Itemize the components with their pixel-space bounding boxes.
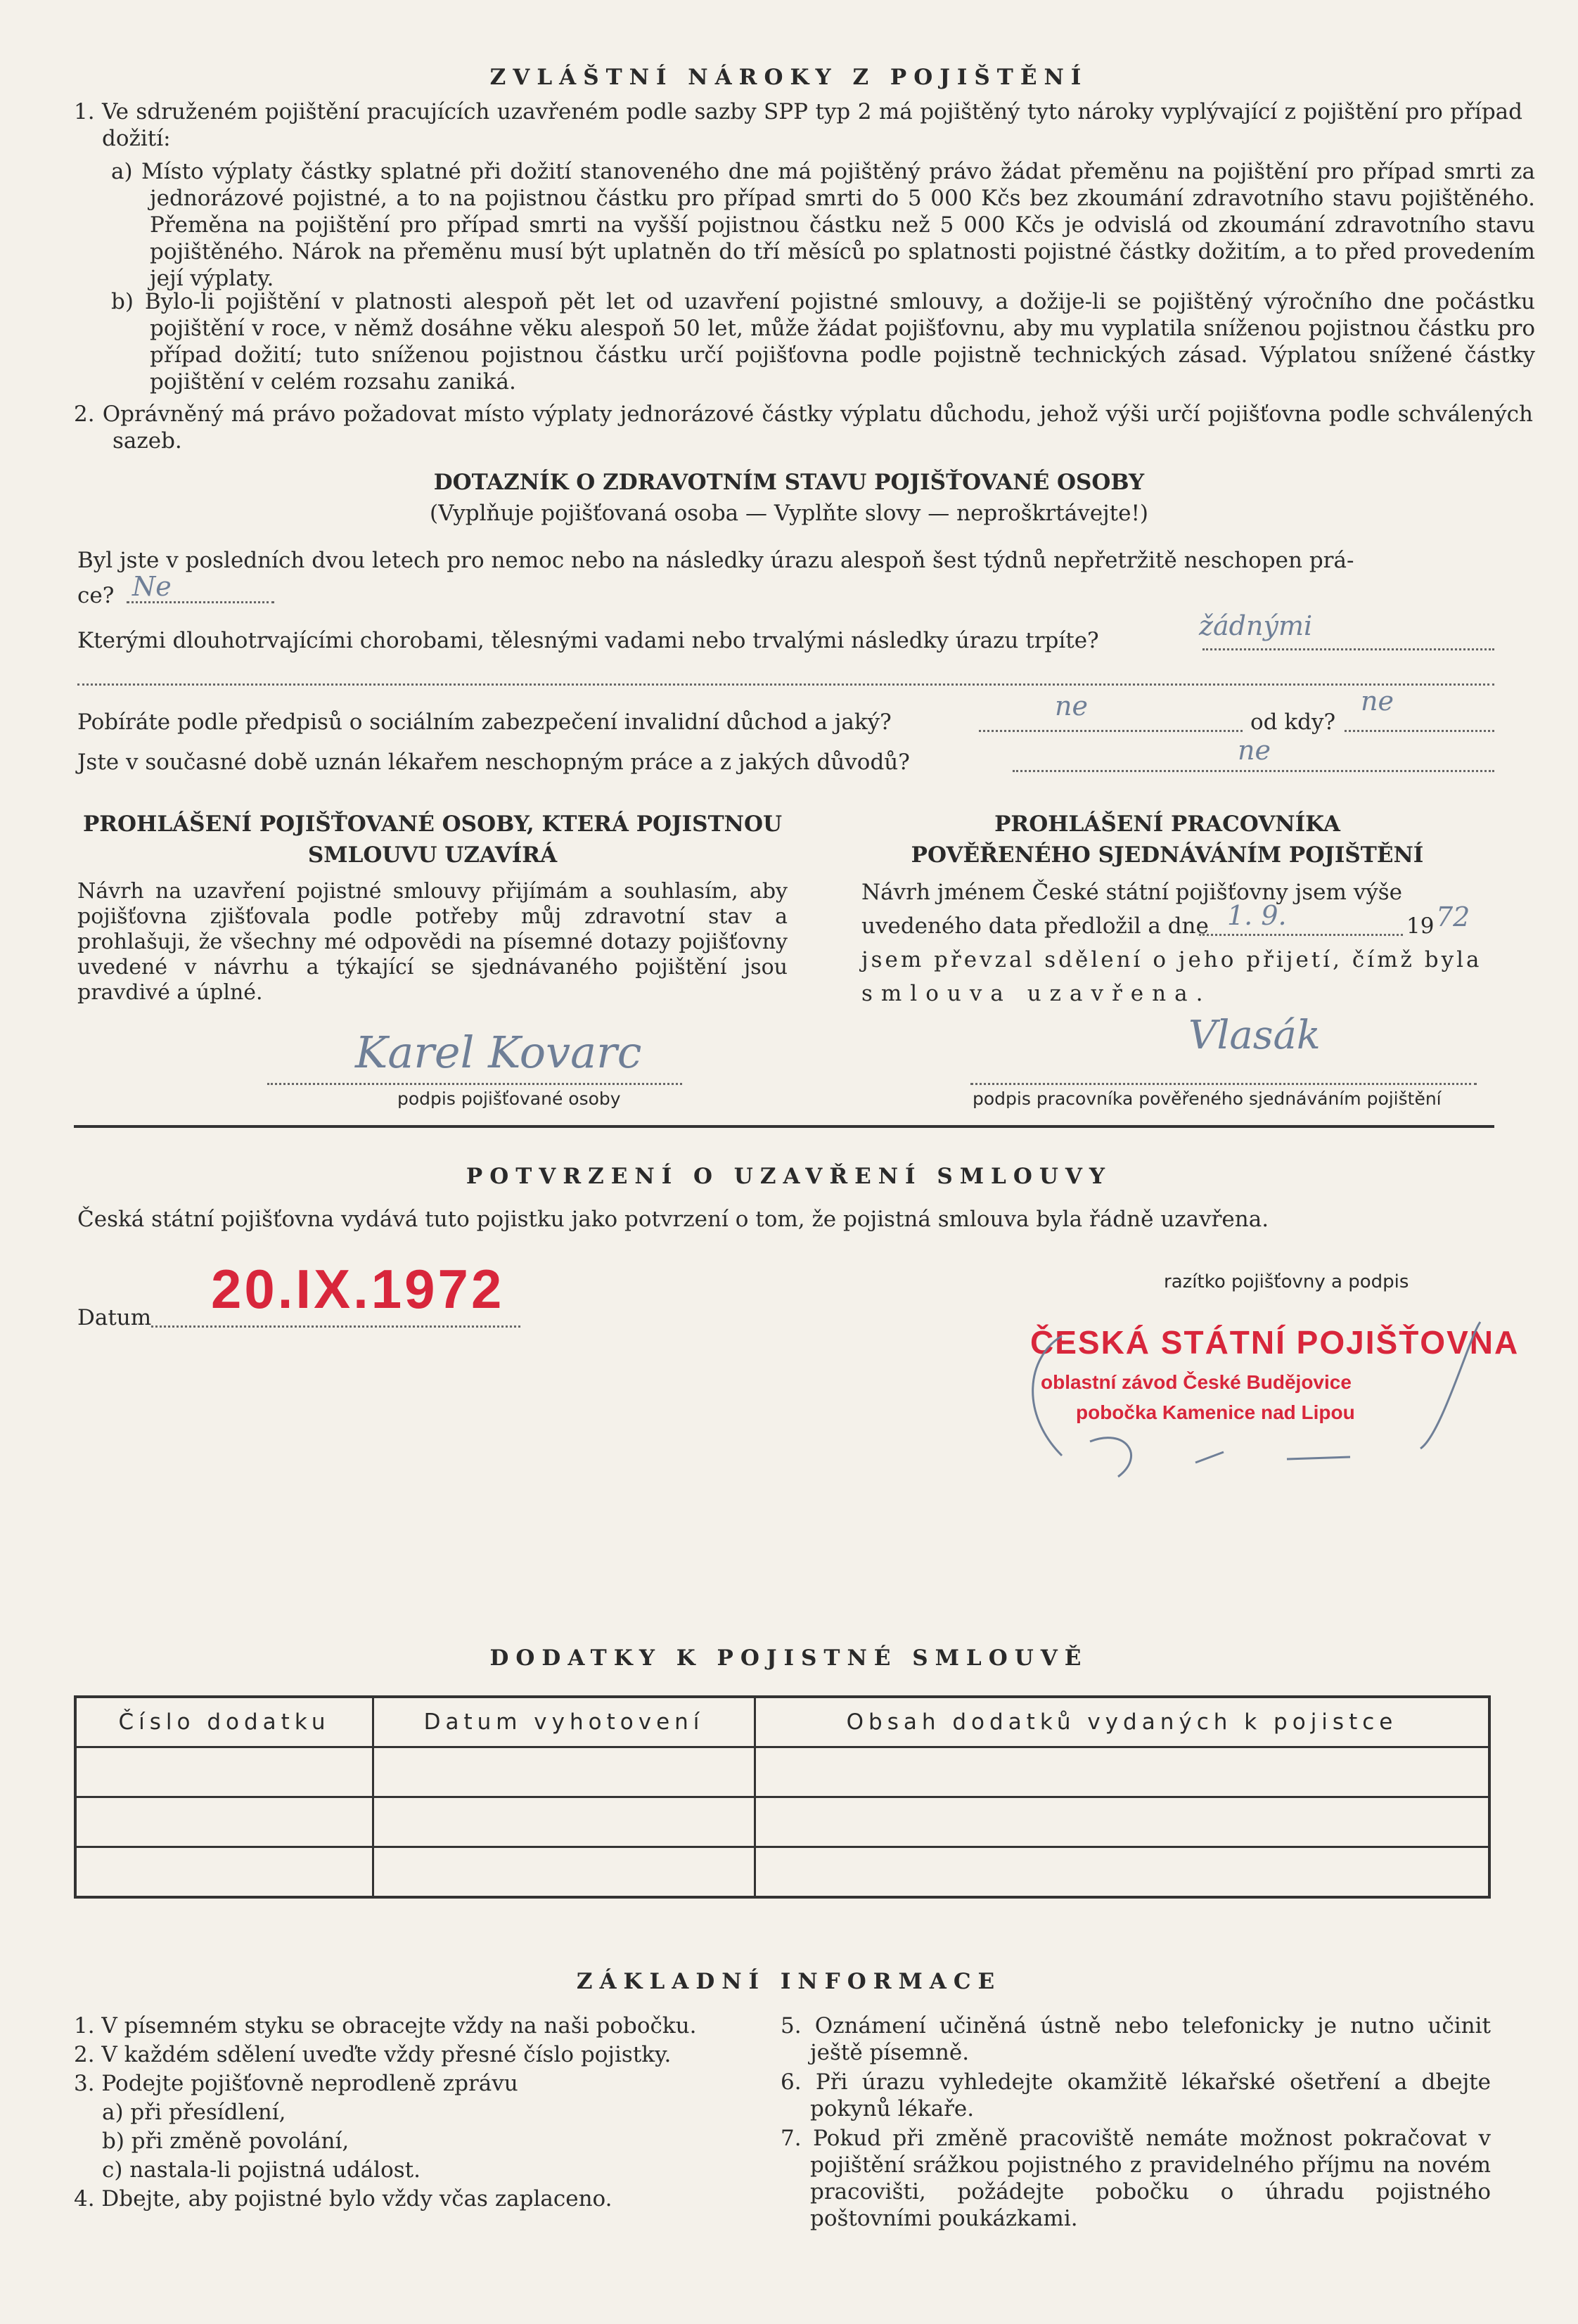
basic-info-title: ZÁKLADNÍ INFORMACE xyxy=(576,1969,1002,1994)
stamp-signature-scribble xyxy=(984,1308,1491,1491)
agent-declaration-line2: uvedeného data předložil a dne xyxy=(861,913,1209,939)
info-item-5: 5. Oznámení učiněná ústně nebo telefonicky je nutno učinit ještě písemně. xyxy=(781,2013,1491,2065)
table-cell[interactable] xyxy=(75,1797,373,1847)
info-item-3c: c) nastala-li pojistná událost. xyxy=(102,2157,421,2183)
answer-line-2 xyxy=(1202,648,1494,650)
agent-declaration-line1: Návrh jménem České státní pojišťovny jsem výše xyxy=(861,880,1402,905)
question-3-since-label: od kdy? xyxy=(1250,710,1336,735)
confirmation-title: POTVRZENÍ O UZAVŘENÍ SMLOUVY xyxy=(466,1164,1112,1189)
table-cell[interactable] xyxy=(755,1797,1490,1847)
answer-3-since-handwritten: ne xyxy=(1361,686,1394,717)
info-item-3b: b) při změně povolání, xyxy=(102,2129,349,2154)
table-cell[interactable] xyxy=(75,1847,373,1898)
agent-declaration-heading-line1: PROHLÁŠENÍ PRACOVNÍKA xyxy=(994,811,1340,837)
table-cell[interactable] xyxy=(755,1747,1490,1797)
date-label: Datum xyxy=(77,1305,152,1330)
insured-declaration-text: Návrh na uzavření pojistné smlouvy přijímám a souhlasím, aby pojišťovna zjišťovala podle potřeby můj zdravotní stav a prohlašuji, že všechny mé odpovědi na písemné dotazy pojišťovny uvedené v návrhu a týkající se sjednávaného pojištění jsou pravdivé a úplné. xyxy=(77,879,788,1005)
question-2: Kterými dlouhotrvajícími chorobami, tělesnými vadami nebo trvalými následky úrazu trpíte? xyxy=(77,628,1099,653)
agent-declaration-line3: jsem převzal sdělení o jeho přijetí, čímž byla xyxy=(861,947,1482,972)
questionnaire-title: DOTAZNÍK O ZDRAVOTNÍM STAVU POJIŠŤOVANÉ OSOBY xyxy=(433,470,1145,495)
insured-signature-label: podpis pojišťované osoby xyxy=(397,1089,621,1109)
agent-year-handwritten: 72 xyxy=(1436,901,1470,932)
column-header-number: Číslo dodatku xyxy=(75,1697,373,1747)
answer-3-handwritten: ne xyxy=(1055,691,1088,721)
table-cell[interactable] xyxy=(373,1797,755,1847)
table-cell[interactable] xyxy=(755,1847,1490,1898)
basic-info-left xyxy=(74,2012,777,2214)
table-cell[interactable] xyxy=(373,1747,755,1797)
addenda-header-row xyxy=(75,1697,1489,1747)
answer-line-4 xyxy=(1013,770,1494,772)
info-item-3: 3. Podejte pojišťovně neprodleně zprávu xyxy=(74,2071,518,2096)
confirmation-text: Česká státní pojišťovna vydává tuto pojistku jako potvrzení o tom, že pojistná smlouva byla řádně uzavřena. xyxy=(77,1207,1269,1232)
addenda-table xyxy=(74,1695,1491,1899)
insured-signature-line xyxy=(267,1083,682,1085)
agent-year-prefix: 19 xyxy=(1406,913,1435,939)
info-item-1: 1. V písemném styku se obracejte vždy na naši pobočku. xyxy=(74,2013,697,2039)
info-item-7: 7. Pokud při změně pracoviště nemáte možnost pokračovat v pojištění srážkou pojistného z pravidelného příjmu na novém pracovišti, požádejte pobočku o úhradu pojistného poštovními poukázkami. xyxy=(781,2126,1491,2231)
agent-date-line xyxy=(1199,934,1403,936)
info-item-2: 2. V každém sdělení uveďte vždy přesné číslo pojistky. xyxy=(74,2042,672,2067)
agent-declaration-heading xyxy=(854,809,1480,871)
question-1-line1: Byl jste v posledních dvou letech pro nemoc nebo na následky úrazu alespoň šest týdnů nepřetržitě neschopen prá- xyxy=(77,548,1354,573)
question-1-line2: ce? xyxy=(77,583,115,608)
questionnaire-subtitle: (Vyplňuje pojišťovaná osoba — Vyplňte slovy — neproškrtávejte!) xyxy=(429,501,1149,526)
table-cell[interactable] xyxy=(75,1747,373,1797)
column-header-date: Datum vyhotovení xyxy=(373,1697,755,1747)
table-row xyxy=(75,1797,1489,1847)
agent-signature-label: podpis pracovníka pověřeného sjednáváním pojištění xyxy=(973,1089,1442,1109)
insured-declaration-heading xyxy=(74,809,791,871)
insurer-stamp-line3: pobočka Kamenice nad Lipou xyxy=(1076,1401,1355,1423)
date-line xyxy=(151,1325,520,1328)
item-2: 2. Oprávněný má právo požadovat místo výplaty jednorázové částky výplatu důchodu, jehož výši určí pojišťovna podle schválených sazeb. xyxy=(74,402,1533,454)
question-4: Jste v současné době uznán lékařem neschopným práce a z jakých důvodů? xyxy=(77,750,910,775)
agent-signature-line xyxy=(970,1083,1477,1085)
answer-line-3b xyxy=(1345,730,1494,732)
basic-info-right xyxy=(781,2012,1491,2234)
answer-4-handwritten: ne xyxy=(1238,735,1271,766)
table-row xyxy=(75,1847,1489,1898)
insurer-stamp-line1: ČESKÁ STÁTNÍ POJIŠŤOVNA xyxy=(1030,1324,1520,1361)
answer-2-handwritten: žádnými xyxy=(1199,610,1313,641)
table-cell[interactable] xyxy=(373,1847,755,1898)
info-item-3a: a) při přesídlení, xyxy=(102,2100,286,2125)
divider-line xyxy=(74,1125,1494,1128)
agent-date-handwritten: 1. 9. xyxy=(1227,900,1287,931)
date-stamp: 20.IX.1972 xyxy=(211,1258,505,1320)
question-3: Pobíráte podle předpisů o sociálním zabezpečení invalidní důchod a jaký? xyxy=(77,710,892,735)
insurer-stamp-line2: oblastní závod České Budějovice xyxy=(1041,1371,1352,1393)
insured-signature: Karel Kovarc xyxy=(355,1027,642,1078)
item-1-intro: 1. Ve sdruženém pojištění pracujících uzavřeném podle sazby SPP typ 2 má pojištěný tyto nároky vyplývající z pojištění pro případ dožití: xyxy=(74,99,1522,151)
info-item-4: 4. Dbejte, aby pojistné bylo vždy včas zaplaceno. xyxy=(74,2186,612,2211)
agent-declaration-line4: smlouva uzavřena. xyxy=(861,981,1212,1006)
addenda-title: DODATKY K POJISTNÉ SMLOUVĚ xyxy=(489,1645,1089,1671)
column-header-content: Obsah dodatků vydaných k pojistce xyxy=(755,1697,1490,1747)
table-row xyxy=(75,1747,1489,1797)
answer-line-3 xyxy=(979,730,1243,732)
section-title-special-claims: ZVLÁŠTNÍ NÁROKY Z POJIŠTĚNÍ xyxy=(489,65,1089,90)
answer-line-2b xyxy=(77,683,1494,686)
insured-declaration-heading-line2: SMLOUVU UZAVÍRÁ xyxy=(307,842,558,868)
info-item-6: 6. Při úrazu vyhledejte okamžitě lékařské ošetření a dbejte pokynů lékaře. xyxy=(781,2069,1491,2121)
agent-declaration-heading-line2: POVĚŘENÉHO SJEDNÁVÁNÍM POJIŠTĚNÍ xyxy=(911,842,1424,868)
item-1a: a) Místo výplaty částky splatné při dožití stanoveného dne má pojištěný právo žádat přeměnu na pojištění pro případ smrti za jednorázové pojistné, a to na pojistnou částku pro případ smrti do 5 000 Kčs bez zkoumání zdravotního stavu pojištěného. Přeměna na pojištění pro případ smrti na vyšší pojistnou částku než 5 000 Kčs je odvislá od zkoumání zdravotního stavu pojištěného. Nárok na přeměnu musí být uplatněn do tří měsíců po splatnosti pojistné částky dožitím, a to před provedením její výplaty. xyxy=(111,159,1535,291)
item-1b: b) Bylo-li pojištění v platnosti alespoň pět let od uzavření pojistné smlouvy, a dožije-li se pojištěný výročního dne počástku pojištění v roce, v němž dosáhne věku alespoň 50 let, může žádat pojišťovnu, aby mu vyplatila sníženou pojistnou částku pro případ dožití; tuto sníženou pojistnou částku určí pojišťovna podle pojistně technických zásad. Výplatou snížené částky pojištění v celém rozsahu zaniká. xyxy=(111,289,1535,394)
stamp-label: razítko pojišťovny a podpis xyxy=(1164,1271,1409,1292)
agent-signature: Vlasák xyxy=(1188,1013,1321,1058)
insured-declaration-heading-line1: PROHLÁŠENÍ POJIŠŤOVANÉ OSOBY, KTERÁ POJISTNOU xyxy=(82,811,783,837)
answer-1-handwritten: Ne xyxy=(132,571,172,602)
